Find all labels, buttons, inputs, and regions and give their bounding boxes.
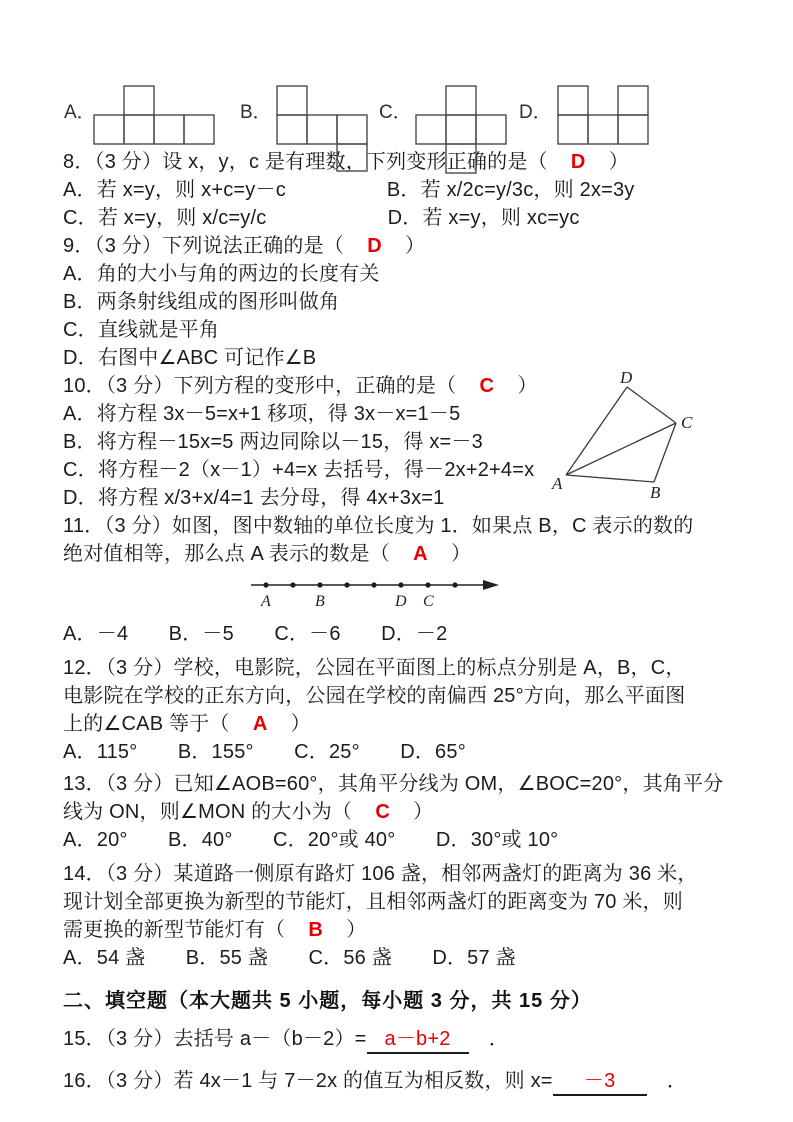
question-16-line: 16．（3 分）若 4x－1 与 7－2x 的值互为相反数，则 x= －3 ． bbox=[63, 1066, 733, 1100]
question-9-option-d: D．右图中∠ABC 可记作∠B bbox=[63, 347, 317, 369]
question-13-answer: C bbox=[375, 801, 390, 823]
question-12-stem-line2: 电影院在学校的正东方向，公园在学校的南偏西 25°方向，那么平面图 bbox=[63, 685, 686, 707]
net-option-b-label: B． bbox=[240, 102, 272, 123]
number-line-figure-wrap bbox=[63, 574, 733, 620]
quadrilateral-abcd-figure bbox=[550, 370, 700, 502]
numberline-label-b: B bbox=[315, 593, 325, 610]
question-10-option-c: C．将方程－2（x－1）+4=x 去括号，得－2x+2+4=x bbox=[63, 459, 535, 481]
net-option-d-figure bbox=[557, 85, 649, 145]
question-12-answer: A bbox=[252, 713, 268, 735]
axis-arrowhead bbox=[483, 580, 499, 590]
question-12-options: A．115° B．155° C．25° D．65° bbox=[63, 741, 466, 763]
question-11-stem-line1: 11．（3 分）如图，图中数轴的单位长度为 1．如果点 B，C 表示的数的 bbox=[63, 515, 694, 537]
question-11-answer: A bbox=[413, 543, 428, 565]
question-8-stem: 8．（3 分）设 x，y，c 是有理数，下列变形正确的是（ D ） bbox=[63, 151, 629, 173]
question-14-stem-line2: 现计划全部更换为新型的节能灯，且相邻两盏灯的距离变为 70 米，则 bbox=[63, 891, 683, 913]
question-8-answer: D bbox=[570, 151, 586, 173]
question-10-option-d: D．将方程 x/3+x/4=1 去分母，得 4x+3x=1 bbox=[63, 487, 445, 509]
net-option-c-label: C． bbox=[379, 102, 412, 123]
question-9-option-b: B．两条射线组成的图形叫做角 bbox=[63, 291, 340, 313]
point-label-d: D bbox=[620, 368, 633, 387]
question-9-option-a: A．角的大小与角的两边的长度有关 bbox=[63, 263, 380, 285]
question-12-stem-line1: 12．（3 分）学校，电影院，公园在平面图上的标点分别是 A，B，C， bbox=[63, 657, 686, 679]
point-label-b: B bbox=[650, 483, 661, 502]
question-14-stem-line1: 14．（3 分）某道路一侧原有路灯 106 盏，相邻两盏灯的距离为 36 米， bbox=[63, 863, 698, 885]
question-15-line: 15．（3 分）去括号 a－（b－2）= a－b+2 ． bbox=[63, 1024, 733, 1058]
question-13-stem-line2: 线为 ON，则∠MON 的大小为（ C ） bbox=[63, 801, 434, 823]
net-option-a-figure bbox=[93, 85, 215, 147]
number-line-figure bbox=[249, 574, 519, 614]
question-9-stem: 9．（3 分）下列说法正确的是（ D ） bbox=[63, 235, 426, 257]
net-options-figure-row bbox=[0, 85, 793, 147]
question-15-answer-blank: a－b+2 bbox=[367, 1026, 469, 1054]
question-11-options: A．－4 B．－5 C．－6 D．－2 bbox=[63, 623, 448, 645]
section-2-heading: 二、填空题（本大题共 5 小题，每小题 3 分，共 15 分） bbox=[63, 990, 592, 1012]
question-12-stem-line3: 上的∠CAB 等于（ A ） bbox=[63, 713, 311, 735]
net-option-d-label: D． bbox=[519, 102, 552, 123]
question-13-options: A．20° B．40° C．20°或 40° D．30°或 10° bbox=[63, 829, 559, 851]
question-10-block bbox=[63, 368, 733, 512]
question-8-options-cd: C．若 x=y，则 x/c=y/c D．若 x=y，则 xc=yc bbox=[63, 207, 580, 229]
question-14-answer: B bbox=[308, 919, 324, 941]
numberline-label-a: A bbox=[261, 593, 271, 610]
net-option-b-figure bbox=[276, 85, 368, 173]
net-option-a-label: A． bbox=[64, 102, 96, 123]
question-10-option-a: A．将方程 3x－5=x+1 移项，得 3x－x=1－5 bbox=[63, 403, 461, 425]
question-10-option-b: B．将方程－15x=5 两边同除以－15，得 x=－3 bbox=[63, 431, 483, 453]
question-9-option-c: C．直线就是平角 bbox=[63, 319, 220, 341]
question-13-stem-line1: 13．（3 分）已知∠AOB=60°，其角平分线为 OM，∠BOC=20°，其角平分 bbox=[63, 773, 724, 795]
question-9-answer: D bbox=[367, 235, 382, 257]
question-14-stem-line3: 需更换的新型节能灯有（ B ） bbox=[63, 919, 367, 941]
numberline-label-d: D bbox=[395, 593, 407, 610]
question-8-options-ab: A．若 x=y，则 x+c=y－c B．若 x/2c=y/3c，则 2x=3y bbox=[63, 179, 635, 201]
point-label-a: A bbox=[552, 474, 563, 493]
question-10-stem: 10．（3 分）下列方程的变形中，正确的是（ C ） bbox=[63, 375, 538, 397]
point-label-c: C bbox=[681, 413, 693, 432]
question-14-options: A．54 盏 B．55 盏 C．56 盏 D．57 盏 bbox=[63, 947, 516, 969]
net-option-c-figure bbox=[415, 85, 507, 175]
question-11-stem-line2: 绝对值相等，那么点 A 表示的数是（ A ） bbox=[63, 543, 472, 565]
question-16-answer-blank: －3 bbox=[553, 1068, 647, 1096]
question-10-answer: C bbox=[479, 375, 495, 397]
numberline-label-c: C bbox=[423, 593, 434, 610]
